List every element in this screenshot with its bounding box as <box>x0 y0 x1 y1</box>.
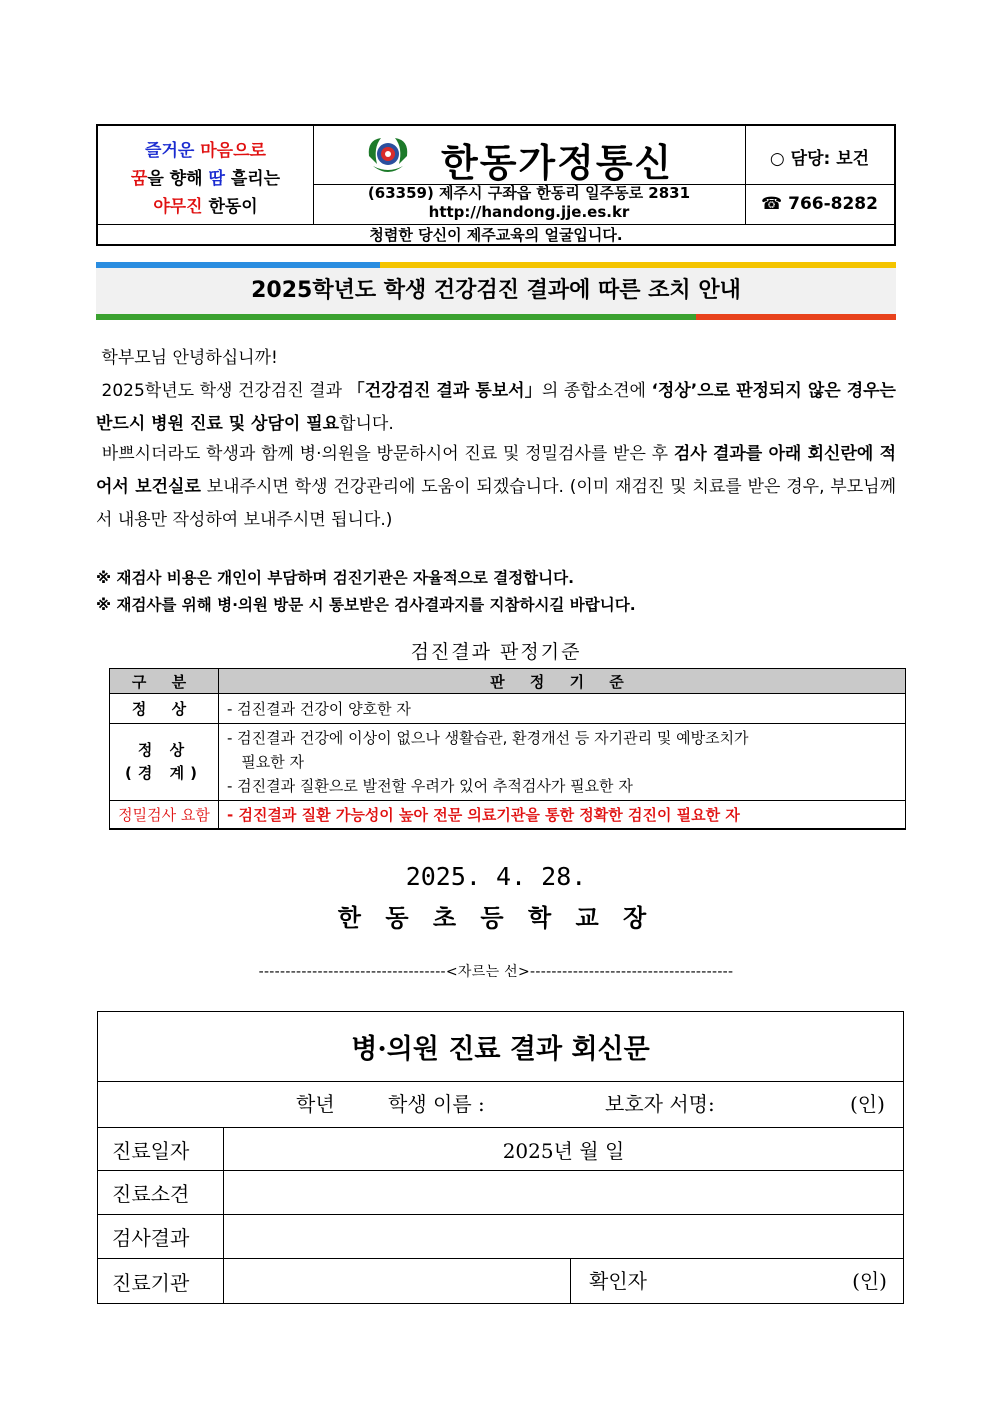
clinic-field[interactable] <box>224 1259 571 1304</box>
criteria-category: 정밀검사 요함 <box>110 801 219 829</box>
contact-cell <box>745 126 894 224</box>
criteria-table <box>109 668 906 830</box>
table-row <box>98 1259 904 1304</box>
greeting: 학부모님 안녕하십니까! <box>101 348 278 368</box>
clinic-label: 진료기관 <box>98 1259 224 1304</box>
reply-title-row <box>98 1012 904 1082</box>
criteria-standard: - 검진결과 건강이 양호한 자 <box>219 694 906 724</box>
slogan-line-3: 야무진 한동이 <box>153 197 258 217</box>
criteria-col-category: 구 분 <box>110 669 219 694</box>
paragraph-1: 2025학년도 학생 건강검진 결과 「건강검진 결과 통보서」의 종합소견에 ‘정상’으로 판정되지 않은 경우는 반드시 병원 진료 및 상담이 필요합니다. <box>96 381 896 434</box>
confirmer-label: 확인자 <box>589 1269 647 1293</box>
criteria-standard: - 검진결과 질환 가능성이 높아 전문 의료기관을 통한 정확한 검진이 필요한 자 <box>219 801 906 829</box>
confirmer-seal: (인) <box>852 1269 887 1293</box>
integrity-motto: 청렴한 당신이 제주교육의 얼굴입니다. <box>98 224 894 245</box>
confirmer-field[interactable] <box>571 1259 904 1304</box>
table-row <box>98 1171 904 1215</box>
criteria-category: 정 상 <box>110 694 219 724</box>
opinion-field[interactable] <box>224 1171 904 1215</box>
school-address-block <box>313 184 745 222</box>
slogan-line-2: 꿈을 향해 땀 흘리는 <box>130 169 281 189</box>
cut-line: -----------------------------------<자르는 선>-------------------------------------- <box>258 964 734 980</box>
school-url[interactable]: http://handong.jje.es.kr <box>428 203 630 221</box>
newsletter-header <box>96 124 896 246</box>
school-emblem-icon <box>365 134 411 178</box>
criteria-standard: - 검진결과 건강에 이상이 없으나 생활습관, 환경개선 등 자기관리 및 예방조치가 필요한 자 - 검진결과 질환으로 발전할 우려가 있어 추적검사가 필요한 자 <box>219 724 906 801</box>
manager-info: ○ 담당: 보건 <box>769 149 870 169</box>
title-cell <box>313 126 746 224</box>
grade-field[interactable]: 학년 <box>296 1092 335 1116</box>
test-result-field[interactable] <box>224 1215 904 1259</box>
test-result-label: 검사결과 <box>98 1215 224 1259</box>
student-info-row <box>98 1082 904 1128</box>
slogan-cell <box>98 126 314 224</box>
slogan-line-1: 즐거운 마음으로 <box>145 141 266 161</box>
note-bring-result: ※ 재검사를 위해 병·의원 방문 시 통보받은 검사결과지를 지참하시길 바랍니다. <box>96 596 636 614</box>
opinion-label: 진료소견 <box>98 1171 224 1215</box>
criteria-header-row <box>110 669 906 694</box>
note-cost: ※ 재검사 비용은 개인이 부담하며 검진기관은 자율적으로 결정합니다. <box>96 569 574 587</box>
criteria-title: 검진결과 판정기준 <box>410 641 582 663</box>
newsletter-title: 한동가정통신 <box>441 141 674 185</box>
student-name-field[interactable]: 학생 이름 : <box>388 1092 485 1116</box>
school-address: (63359) 제주시 구좌읍 한동리 일주동로 2831 <box>367 184 691 202</box>
table-row <box>110 724 906 801</box>
table-row <box>110 694 906 724</box>
table-row <box>98 1128 904 1171</box>
banner-bar-green <box>96 314 696 320</box>
table-row <box>110 801 906 829</box>
phone-number: ☎ 766-8282 <box>761 194 878 214</box>
guardian-sign-field[interactable]: 보호자 서명: <box>605 1092 715 1116</box>
banner-bar-red <box>696 314 896 320</box>
visit-date-label: 진료일자 <box>98 1128 224 1171</box>
table-row <box>98 1215 904 1259</box>
main-title: 2025학년도 학생 건강검진 결과에 따른 조치 안내 <box>96 268 896 314</box>
reply-form <box>97 1011 904 1304</box>
guardian-seal: (인) <box>850 1092 885 1116</box>
paragraph-2: 바쁘시더라도 학생과 함께 병·의원을 방문하시어 진료 및 정밀검사를 받은 후 검사 결과를 아래 회신란에 적어서 보건실로 보내주시면 학생 건강관리에 도움이 되겠습니다. (이미 재검진 및 치료를 받은 경우, 부모님께서 내용만 작성하여 보내주시면 됩니다.) <box>96 444 896 530</box>
criteria-category: 정 상 (경 계) <box>110 724 219 801</box>
criteria-col-standard: 판 정 기 준 <box>219 669 906 694</box>
visit-date-field[interactable]: 2025년 월 일 <box>224 1128 904 1171</box>
principal-signature: 한 동 초 등 학 교 장 <box>337 904 655 932</box>
reply-title: 병·의원 진료 결과 회신문 <box>98 1012 904 1082</box>
issue-date: 2025. 4. 28. <box>405 862 587 891</box>
